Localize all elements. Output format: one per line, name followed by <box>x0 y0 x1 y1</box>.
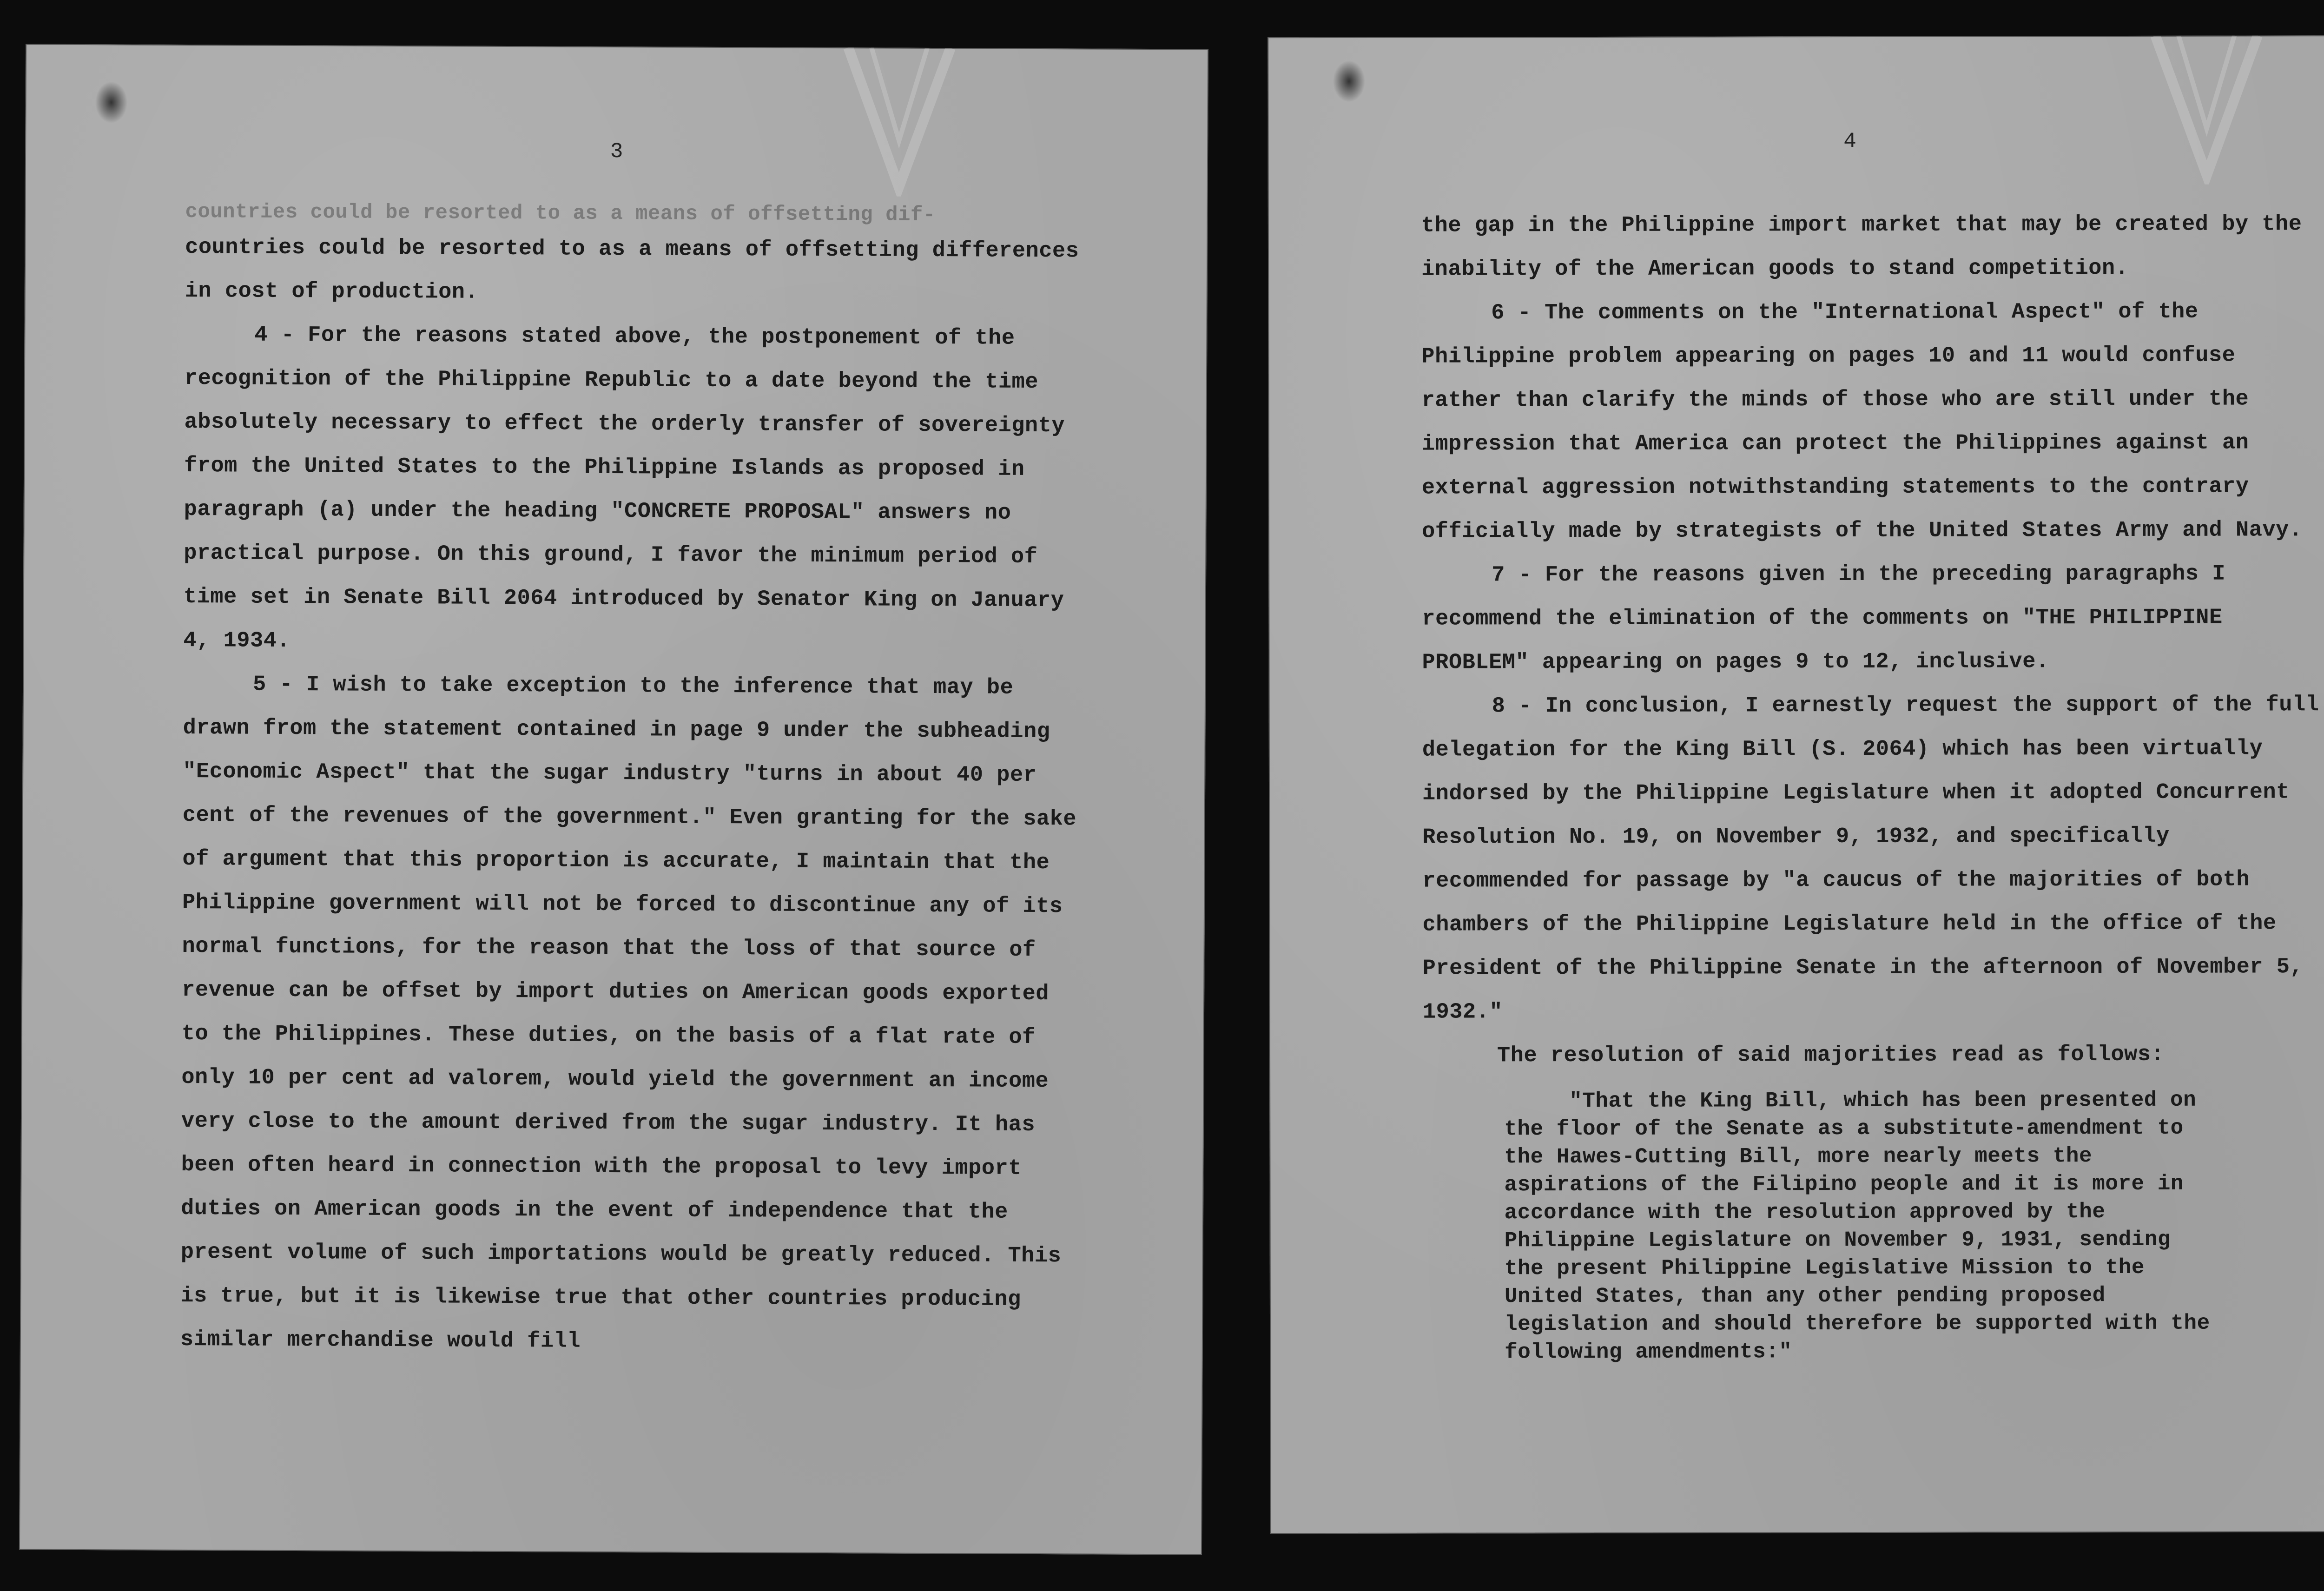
paragraph-continuation: countries could be resorted to as a means of offsetting differences in cost of production. <box>185 235 1079 305</box>
resolution-intro: The resolution of said majorities read as follows: <box>1497 1042 2165 1069</box>
page-body <box>180 198 1092 1366</box>
ink-smudge <box>1333 60 1365 102</box>
paragraph-8: 8 - In conclusion, I earnestly request the support of the full delegation for the King Bill (S. 2064) which has been virtually indorsed by the Philippine Legislature when it adopted Concurrent Resolution No. 19, on November 9, 1932, and specifically recommended for passage by "a caucus of the majorities of both chambers of the Philippine Legislature held in the office of the President of the Philippine Senate in the afternoon of November 5, 1932." <box>1422 693 2319 1025</box>
page-number: 3 <box>610 139 623 164</box>
resolution-quote: "That the King Bill, which has been presented on the floor of the Senate as a substitute-amendment to the Hawes-Cutting Bill, more nearly meets the aspirations of the Filipino people and it is more in accordance with the resolution approved by the Philippine Legislature on November 9, 1931, sending the present Philippine Legislative Mission to the United States, than any other pending proposed legislation and should therefore be supported with the following amendments:" <box>1504 1088 2210 1365</box>
page-3 <box>19 44 1208 1555</box>
paragraph-6: 6 - The comments on the "International Aspect" of the Philippine problem appearing on pages 10 and 11 would confuse rather than clarify the minds of those who are still under the impression that America can protect the Philippines against an external aggression notwithstanding statements to the contrary officially made by strategists of the United States Army and Navy. <box>1421 299 2303 544</box>
ink-smudge <box>95 81 127 123</box>
watermark-v-icon <box>2151 35 2263 184</box>
page-body <box>1421 203 2324 1366</box>
paragraph-7: 7 - For the reasons given in the preceding paragraphs I recommend the elimination of the comments on "THE PHILIPPINE PROBLEM" appearing on pages 9 to 12, inclusive. <box>1422 561 2226 675</box>
page-4 <box>1268 35 2324 1534</box>
paragraph-continuation: the gap in the Philippine import market that may be created by the inability of the American goods to stand competition. <box>1421 212 2302 282</box>
paragraph-5: 5 - I wish to take exception to the inference that may be drawn from the statement contained in page 9 under the subheading "Economic Aspect" that the sugar industry "turns in about 40 per cent of the revenues of the government." Even granting for the sake of argument that this proportion is accurate, I maintain that the Philippine government will not be forced to discontinue any of its normal functions, for the reason that the loss of that source of revenue can be offset by import duties on American goods exported to the Philippines. These duties, on the basis of a flat rate of only 10 per cent ad valorem, would yield the government an income very close to the amount derived from the sugar industry. It has been often heard in connection with the proposal to levy import duties on American goods in the event of independence that the present volume of such importations would be greatly reduced. This is true, but it is likewise true that other countries producing similar merchandise would fill <box>180 672 1077 1354</box>
watermark-v-icon <box>843 47 955 197</box>
faint-bleed-line: countries could be resorted to as a means of offsetting dif- <box>185 200 936 227</box>
paragraph-4: 4 - For the reasons stated above, the postponement of the recognition of the Philippine Republic to a date beyond the time absolutely necessary to effect the orderly transfer of sovereignty from the United States to the Philippine Islands as proposed in paragraph (a) under the heading "CONCRETE PROPOSAL" answers no practical purpose. On this ground, I favor the minimum period of time set in Senate Bill 2064 introduced by Senator King on January 4, 1934. <box>183 323 1065 654</box>
page-number: 4 <box>1843 129 1856 154</box>
